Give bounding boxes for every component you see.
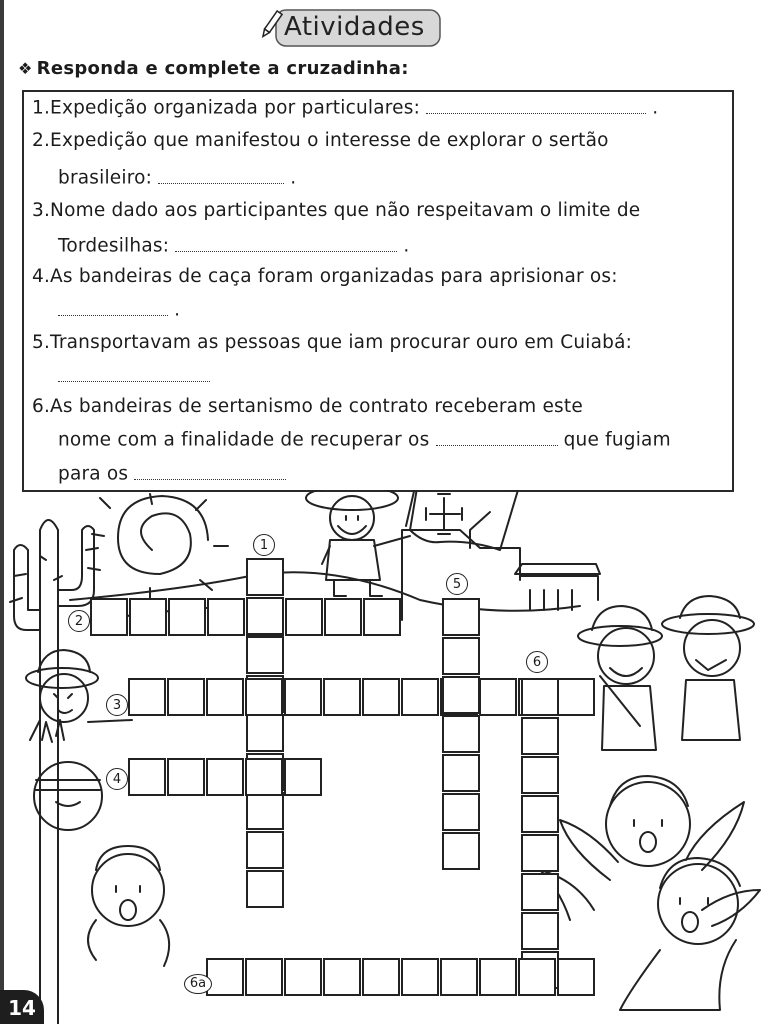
crossword-cell[interactable] xyxy=(128,758,166,796)
indigenous-child-character xyxy=(34,720,102,830)
question-5-text: 5.Transportavam as pessoas que iam procurar ouro em Cuiabá: xyxy=(32,332,633,353)
crossword-cell[interactable] xyxy=(246,558,284,596)
answer-blank-6b[interactable] xyxy=(134,462,286,480)
crossword-cell[interactable] xyxy=(245,758,283,796)
crossword-cell[interactable] xyxy=(323,958,361,996)
question-3-line-1 xyxy=(32,200,640,221)
crossword-cell[interactable] xyxy=(479,678,517,716)
crossword-cell[interactable] xyxy=(442,637,480,675)
bandeirante-character xyxy=(306,490,410,596)
question-6-text-cont: nome com a finalidade de recuperar os xyxy=(58,429,430,451)
crossword-cell[interactable] xyxy=(521,756,559,794)
question-2-text-cont: brasileiro: xyxy=(58,167,153,189)
crossword-cell[interactable] xyxy=(245,958,283,996)
crossword-cell[interactable] xyxy=(246,792,284,830)
page-number: 14 xyxy=(0,990,44,1024)
crossword-cell[interactable] xyxy=(521,912,559,950)
question-6-text: 6.As bandeiras de sertanismo de contrato receberam este xyxy=(32,396,583,417)
crossword-cell[interactable] xyxy=(206,678,244,716)
crossword-cell[interactable] xyxy=(442,676,480,714)
child-character-right-top xyxy=(606,776,690,866)
question-2-end: . xyxy=(290,167,297,189)
bandeirantes-group-right xyxy=(578,596,754,750)
answer-blank-3[interactable] xyxy=(175,234,397,252)
crossword-cell[interactable] xyxy=(442,598,480,636)
crossword-cell[interactable] xyxy=(324,598,362,636)
clue-number-3: 3 xyxy=(106,694,128,716)
crossword-cell[interactable] xyxy=(284,958,322,996)
question-3-text-cont: Tordesilhas: xyxy=(58,235,170,257)
crossword-cell[interactable] xyxy=(167,758,205,796)
question-1-end: . xyxy=(652,97,659,119)
question-4-end: . xyxy=(174,299,181,321)
bullet-icon: ❖ xyxy=(18,59,33,78)
clue-number-6: 6 xyxy=(526,651,548,673)
crossword-cell[interactable] xyxy=(521,678,559,716)
question-6-text-cont3: para os xyxy=(58,463,129,485)
crossword-cell[interactable] xyxy=(442,715,480,753)
crossword-cell[interactable] xyxy=(479,958,517,996)
crossword-cell[interactable] xyxy=(245,678,283,716)
crossword-cell[interactable] xyxy=(442,832,480,870)
crossword-cell[interactable] xyxy=(442,793,480,831)
flag-icon xyxy=(406,490,518,550)
crossword-cell[interactable] xyxy=(363,598,401,636)
crossword-cell[interactable] xyxy=(246,714,284,752)
question-5-line-1 xyxy=(32,332,632,353)
crossword-cell[interactable] xyxy=(362,958,400,996)
question-4-line-2 xyxy=(58,298,180,321)
child-character-left xyxy=(88,846,169,966)
crossword-cell[interactable] xyxy=(521,873,559,911)
question-6-text-cont2: que fugiam xyxy=(563,429,671,451)
crossword-cell[interactable] xyxy=(557,958,595,996)
crossword-cell[interactable] xyxy=(167,678,205,716)
crossword-cell[interactable] xyxy=(129,598,167,636)
clue-number-5: 5 xyxy=(446,573,468,595)
crossword-cell[interactable] xyxy=(168,598,206,636)
church-icon xyxy=(402,512,600,620)
question-6-line-1 xyxy=(32,396,583,417)
question-4-line-1 xyxy=(32,266,618,287)
crossword-cell[interactable] xyxy=(246,870,284,908)
crossword-cell[interactable] xyxy=(401,958,439,996)
crossword-cell[interactable] xyxy=(90,598,128,636)
instruction xyxy=(18,58,409,79)
crossword-cell[interactable] xyxy=(518,958,556,996)
question-2-text: 2.Expedição que manifestou o interesse de explorar o sertão xyxy=(32,130,609,151)
instruction-text: Responda e complete a cruzadinha: xyxy=(36,58,409,79)
clue-number-2: 2 xyxy=(68,610,90,632)
clue-number-1: 1 xyxy=(253,534,275,556)
crossword-cell[interactable] xyxy=(442,754,480,792)
question-2-line-2 xyxy=(58,166,296,189)
crossword-cell[interactable] xyxy=(521,795,559,833)
illustration-background xyxy=(0,490,774,1024)
question-4-text: 4.As bandeiras de caça foram organizadas para aprisionar os: xyxy=(32,266,618,287)
leaves-decoration xyxy=(540,802,760,926)
answer-blank-1[interactable] xyxy=(426,96,646,114)
crossword-cell[interactable] xyxy=(362,678,400,716)
answer-blank-5[interactable] xyxy=(58,364,210,382)
crossword-cell[interactable] xyxy=(521,717,559,755)
question-1-text: 1.Expedição organizada por particulares: xyxy=(32,97,421,119)
crossword-cell[interactable] xyxy=(440,958,478,996)
crossword-cell[interactable] xyxy=(284,678,322,716)
pencil-icon xyxy=(256,10,286,40)
answer-blank-4[interactable] xyxy=(58,298,168,316)
answer-blank-6a[interactable] xyxy=(436,428,558,446)
child-character-right-bottom xyxy=(620,858,740,1010)
crossword-cell[interactable] xyxy=(284,758,322,796)
question-2-line-1 xyxy=(32,130,609,151)
question-5-line-2 xyxy=(58,364,210,387)
crossword-cell[interactable] xyxy=(285,598,323,636)
crossword-cell[interactable] xyxy=(207,598,245,636)
crossword-cell[interactable] xyxy=(206,758,244,796)
question-6-line-3 xyxy=(58,462,286,485)
header-badge xyxy=(262,8,442,48)
crossword-cell[interactable] xyxy=(401,678,439,716)
crossword-cell[interactable] xyxy=(246,831,284,869)
crossword-cell[interactable] xyxy=(323,678,361,716)
page-title: Atividades xyxy=(284,12,425,42)
crossword-cell[interactable] xyxy=(206,958,244,996)
question-3-line-2 xyxy=(58,234,409,257)
crossword-cell[interactable] xyxy=(521,834,559,872)
cactus-icon xyxy=(10,520,100,1024)
crossword-cell[interactable] xyxy=(246,636,284,674)
crossword-cell[interactable] xyxy=(557,678,595,716)
question-1 xyxy=(32,96,658,119)
question-3-end: . xyxy=(403,235,410,257)
question-6-line-2 xyxy=(58,428,671,451)
clue-number-6a: 6a xyxy=(184,974,212,994)
clue-number-4: 4 xyxy=(106,768,128,790)
crossword-cell[interactable] xyxy=(128,678,166,716)
answer-blank-2[interactable] xyxy=(158,166,284,184)
question-3-text: 3.Nome dado aos participantes que não respeitavam o limite de xyxy=(32,200,641,221)
crossword-cell[interactable] xyxy=(246,597,284,635)
